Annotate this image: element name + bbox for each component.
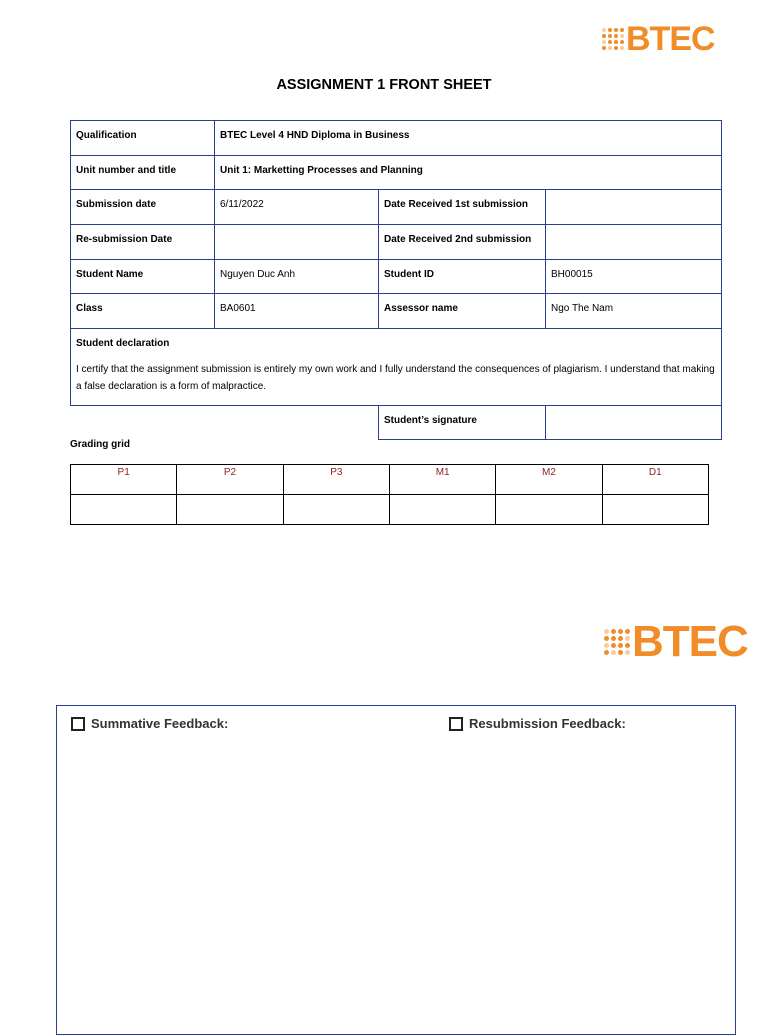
- grading-grid-table: [70, 464, 709, 525]
- grade-value-m1[interactable]: [389, 495, 495, 525]
- qualification-value: BTEC Level 4 HND Diploma in Business: [215, 121, 722, 156]
- summative-feedback-label: Summative Feedback:: [91, 716, 229, 731]
- table-row: [71, 121, 722, 156]
- resubmission-date-label: Re-submission Date: [71, 225, 215, 260]
- submission-date-value[interactable]: 6/11/2022: [215, 190, 379, 225]
- resubmission-date-value[interactable]: [215, 225, 379, 260]
- student-id-value[interactable]: BH00015: [546, 260, 722, 294]
- grade-value-p3[interactable]: [283, 495, 389, 525]
- table-row: [71, 225, 722, 260]
- grading-grid-label: Grading grid: [70, 439, 130, 450]
- unit-label: Unit number and title: [71, 156, 215, 190]
- assessor-value[interactable]: Ngo The Nam: [546, 294, 722, 329]
- feedback-box: [56, 705, 736, 1035]
- table-row: [71, 190, 722, 225]
- declaration-cell: [71, 329, 722, 406]
- table-row: [71, 156, 722, 190]
- grade-value-p1[interactable]: [71, 495, 177, 525]
- grading-value-row: [71, 495, 709, 525]
- date-received-1-value[interactable]: [546, 190, 722, 225]
- checkbox-icon[interactable]: [71, 717, 85, 731]
- grade-header-d1: D1: [602, 465, 708, 495]
- resubmission-feedback-label: Resubmission Feedback:: [469, 716, 626, 731]
- logo-dots-icon: [602, 28, 624, 50]
- btec-logo: [602, 22, 715, 56]
- btec-logo: [604, 617, 748, 666]
- assessor-label: Assessor name: [379, 294, 546, 329]
- checkbox-icon[interactable]: [449, 717, 463, 731]
- student-id-label: Student ID: [379, 260, 546, 294]
- date-received-1-label: Date Received 1st submission: [379, 190, 546, 225]
- logo-wordmark: BTEC: [632, 617, 748, 666]
- resubmission-feedback[interactable]: [449, 716, 626, 731]
- table-row: [71, 260, 722, 294]
- signature-value[interactable]: [546, 406, 722, 440]
- grade-header-p3: P3: [283, 465, 389, 495]
- declaration-title: Student declaration: [76, 338, 170, 349]
- grade-value-m2[interactable]: [496, 495, 602, 525]
- grade-value-d1[interactable]: [602, 495, 708, 525]
- qualification-label: Qualification: [71, 121, 215, 156]
- declaration-text: I certify that the assignment submission is entirely my own work and I fully understand the consequences of plagiarism. I understand that making a false declaration is a form of malpractice.: [76, 364, 715, 392]
- front-sheet-table: [70, 120, 722, 440]
- page-title: ASSIGNMENT 1 FRONT SHEET: [276, 77, 492, 93]
- grading-header-row: [71, 465, 709, 495]
- logo-wordmark: BTEC: [626, 20, 715, 58]
- grade-value-p2[interactable]: [177, 495, 283, 525]
- submission-date-label: Submission date: [71, 190, 215, 225]
- logo-dots-icon: [604, 629, 630, 655]
- class-value[interactable]: BA0601: [215, 294, 379, 329]
- grade-header-m1: M1: [389, 465, 495, 495]
- date-received-2-value[interactable]: [546, 225, 722, 260]
- spacer-cell: [71, 406, 379, 440]
- summative-feedback[interactable]: [71, 716, 228, 731]
- table-row: [71, 294, 722, 329]
- student-name-label: Student Name: [71, 260, 215, 294]
- student-name-value[interactable]: Nguyen Duc Anh: [215, 260, 379, 294]
- table-row: [71, 329, 722, 406]
- date-received-2-label: Date Received 2nd submission: [379, 225, 546, 260]
- class-label: Class: [71, 294, 215, 329]
- grade-header-m2: M2: [496, 465, 602, 495]
- table-row: [71, 406, 722, 440]
- signature-label: Student’s signature: [379, 406, 546, 440]
- unit-value: Unit 1: Marketting Processes and Planning: [215, 156, 722, 190]
- grade-header-p1: P1: [71, 465, 177, 495]
- grade-header-p2: P2: [177, 465, 283, 495]
